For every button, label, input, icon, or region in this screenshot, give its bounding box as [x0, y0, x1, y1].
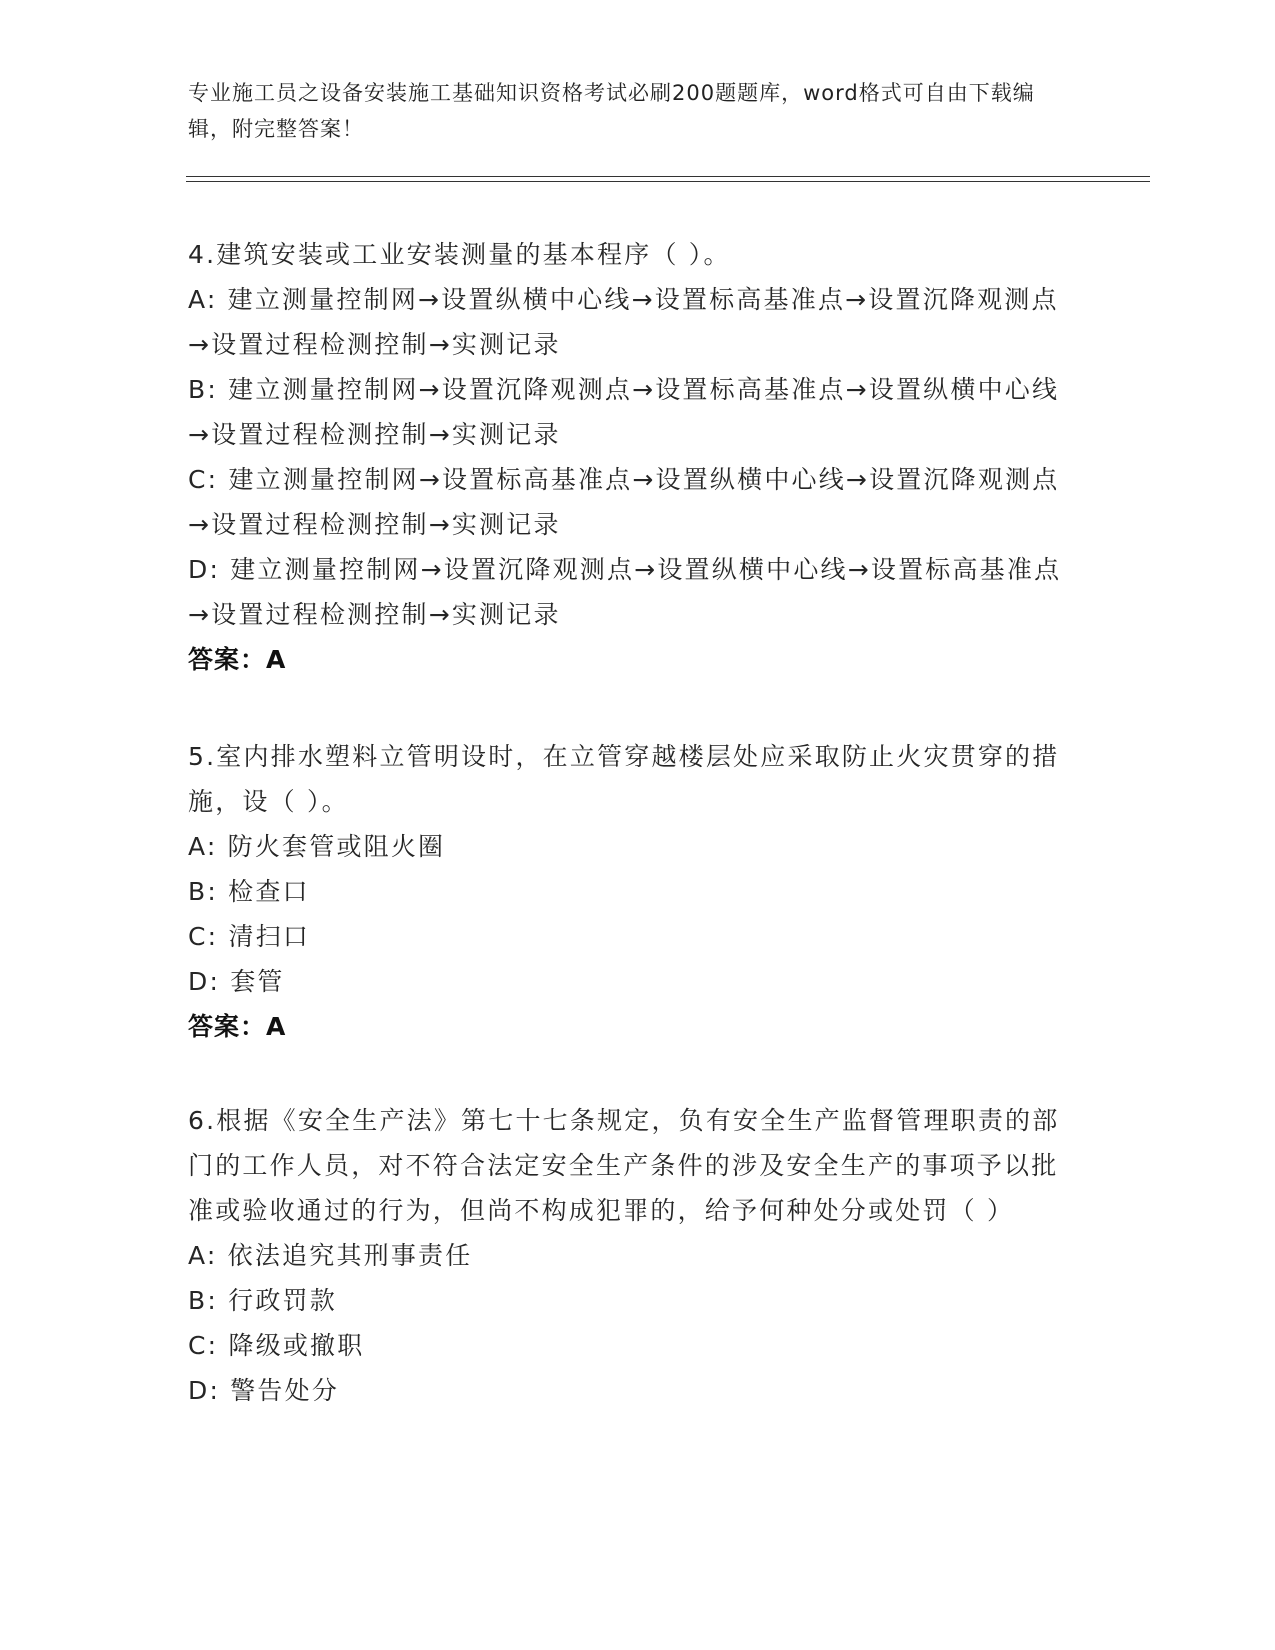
- option-c: [188, 914, 1068, 959]
- question-stem: 6.根据《安全生产法》第七十七条规定，负有安全生产监督管理职责的部门的工作人员，对不符合法定安全生产条件的涉及安全生产的事项予以批准或验收通过的行为，但尚不构成犯罪的，给予何种处分或处罚（ ）: [188, 1106, 1060, 1225]
- option-b: [188, 1278, 1068, 1323]
- option-letter: D:: [188, 1376, 221, 1405]
- option-text: 建立测量控制网→设置纵横中心线→设置标高基准点→设置沉降观测点→设置过程检测控制→实测记录: [188, 285, 1059, 359]
- option-a: [188, 1233, 1068, 1278]
- option-letter: C:: [188, 1331, 219, 1360]
- question-4: [188, 232, 1068, 682]
- option-letter: A:: [188, 832, 218, 861]
- option-b: [188, 869, 1068, 914]
- answer-line: 答案：A: [188, 645, 287, 674]
- option-letter: B:: [188, 375, 218, 404]
- option-d: [188, 959, 1068, 1004]
- option-letter: D:: [188, 555, 221, 584]
- option-a: [188, 277, 1068, 367]
- option-letter: A:: [188, 285, 218, 314]
- option-text: 检查口: [228, 877, 310, 906]
- question-stem: 4.建筑安装或工业安装测量的基本程序（ ）。: [188, 240, 731, 269]
- document-header-title: 专业施工员之设备安装施工基础知识资格考试必刷200题题库，word格式可自由下载编辑，附完整答案！: [188, 81, 1035, 141]
- option-letter: B:: [188, 877, 218, 906]
- option-text: 建立测量控制网→设置沉降观测点→设置纵横中心线→设置标高基准点→设置过程检测控制→实测记录: [188, 555, 1062, 629]
- option-d: [188, 1368, 1068, 1413]
- option-c: [188, 457, 1068, 547]
- option-text: 建立测量控制网→设置沉降观测点→设置标高基准点→设置纵横中心线→设置过程检测控制→实测记录: [188, 375, 1060, 449]
- header-divider-top: [186, 176, 1150, 177]
- question-6: [188, 1098, 1068, 1413]
- option-letter: D:: [188, 967, 221, 996]
- option-b: [188, 367, 1068, 457]
- option-text: 建立测量控制网→设置标高基准点→设置纵横中心线→设置沉降观测点→设置过程检测控制→实测记录: [188, 465, 1060, 539]
- question-5: [188, 734, 1068, 1049]
- option-text: 行政罚款: [228, 1286, 337, 1315]
- option-text: 降级或撤职: [228, 1331, 365, 1360]
- answer-line: 答案：A: [188, 1012, 287, 1041]
- option-letter: B:: [188, 1286, 218, 1315]
- question-stem: 5.室内排水塑料立管明设时，在立管穿越楼层处应采取防止火灾贯穿的措施，设（ ）。: [188, 742, 1060, 816]
- option-text: 警告处分: [230, 1376, 340, 1405]
- option-letter: A:: [188, 1241, 218, 1270]
- option-text: 清扫口: [228, 922, 311, 951]
- option-d: [188, 547, 1068, 637]
- header-divider-bottom: [186, 181, 1150, 182]
- option-letter: C:: [188, 922, 219, 951]
- option-a: [188, 824, 1068, 869]
- option-c: [188, 1323, 1068, 1368]
- option-letter: C:: [188, 465, 219, 494]
- option-text: 依法追究其刑事责任: [227, 1241, 473, 1270]
- option-text: 防火套管或阻火圈: [227, 832, 446, 861]
- option-text: 套管: [230, 967, 285, 996]
